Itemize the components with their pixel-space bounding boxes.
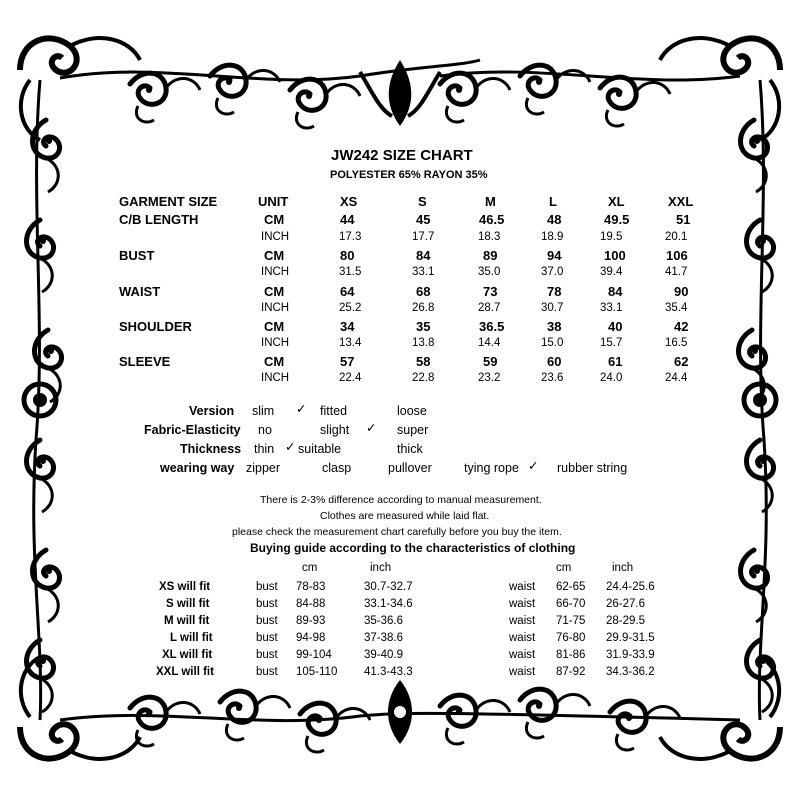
value-cm: 62 (674, 354, 689, 369)
check-mark-icon: ✓ (296, 402, 307, 416)
guide-bust-cm: 99-104 (296, 649, 332, 661)
unit-cm: CM (264, 248, 285, 263)
value-cm: 38 (547, 319, 562, 334)
check-mark-icon: ✓ (285, 440, 296, 454)
value-cm: 40 (608, 319, 623, 334)
bottom-border-ornament (60, 680, 740, 752)
unit-cm: CM (264, 212, 285, 227)
row-label-shoulder: SHOULDER (119, 319, 192, 334)
value-cm: 48 (547, 212, 562, 227)
guide-fit-label: XXL will fit (156, 666, 214, 678)
value-inch: 33.1 (600, 302, 623, 314)
char-option: rubber string (557, 461, 628, 475)
size-header-xl: XL (608, 194, 625, 209)
value-inch: 25.2 (339, 302, 362, 314)
page-title: JW242 SIZE CHART (331, 147, 473, 164)
unit-inch: INCH (261, 231, 290, 243)
value-cm: 36.5 (479, 319, 505, 334)
value-inch: 20.1 (665, 231, 688, 243)
value-cm: 42 (674, 319, 689, 334)
unit-inch: INCH (261, 337, 290, 349)
value-inch: 23.6 (541, 372, 564, 384)
value-inch: 18.3 (478, 231, 501, 243)
value-inch: 13.8 (412, 337, 435, 349)
value-cm: 44 (340, 212, 355, 227)
value-cm: 35 (416, 319, 431, 334)
value-inch: 35.0 (478, 266, 501, 278)
value-cm: 64 (340, 284, 355, 299)
value-cm: 34 (340, 319, 355, 334)
guide-bust-label: bust (256, 615, 278, 627)
row-label-sleeve: SLEEVE (119, 354, 171, 369)
guide-bust-inch: 41.3-43.3 (364, 666, 413, 678)
guide-bust-inch: 37-38.6 (364, 632, 404, 644)
value-inch: 17.3 (339, 231, 362, 243)
value-cm: 90 (674, 284, 689, 299)
guide-inch-header-waist: inch (612, 562, 634, 574)
char-option: thick (397, 442, 423, 456)
value-inch: 24.0 (600, 372, 623, 384)
value-cm: 57 (340, 354, 355, 369)
char-label-wearing-way: wearing way (160, 461, 235, 475)
unit-inch: INCH (261, 302, 290, 314)
value-inch: 39.4 (600, 266, 623, 278)
guide-waist-label: waist (509, 615, 536, 627)
value-inch: 15.7 (600, 337, 623, 349)
value-cm: 46.5 (479, 212, 505, 227)
guide-bust-label: bust (256, 666, 278, 678)
char-label-thickness: Thickness (180, 442, 242, 456)
guide-waist-cm: 76-80 (556, 632, 586, 644)
char-option: suitable (298, 442, 342, 456)
value-inch: 18.9 (541, 231, 564, 243)
note-laid-flat: Clothes are measured while laid flat. (320, 510, 490, 522)
value-cm: 45 (416, 212, 431, 227)
value-inch: 37.0 (541, 266, 564, 278)
value-cm: 89 (483, 248, 498, 263)
value-inch: 41.7 (665, 266, 688, 278)
value-cm: 61 (608, 354, 623, 369)
unit-header: UNIT (258, 194, 289, 209)
value-inch: 33.1 (412, 266, 435, 278)
size-header-m: M (485, 194, 496, 209)
guide-fit-label: XL will fit (162, 649, 213, 661)
guide-fit-label: XS will fit (159, 581, 211, 593)
value-cm: 49.5 (604, 212, 630, 227)
check-mark-icon: ✓ (528, 459, 539, 473)
guide-waist-inch: 34.3-36.2 (606, 666, 655, 678)
value-cm: 73 (483, 284, 498, 299)
value-inch: 13.4 (339, 337, 362, 349)
guide-bust-inch: 39-40.9 (364, 649, 404, 661)
guide-waist-inch: 28-29.5 (606, 615, 646, 627)
unit-inch: INCH (261, 266, 290, 278)
char-option: pullover (388, 461, 432, 475)
guide-inch-header-bust: inch (370, 562, 392, 574)
value-cm: 59 (483, 354, 498, 369)
char-option: loose (397, 404, 427, 418)
unit-inch: INCH (261, 372, 290, 384)
value-cm: 80 (340, 248, 355, 263)
guide-bust-label: bust (256, 649, 278, 661)
size-header-s: S (418, 194, 427, 209)
guide-waist-label: waist (509, 666, 536, 678)
guide-waist-cm: 66-70 (556, 598, 586, 610)
note-check-chart: please check the measurement chart carefully before you buy the item. (232, 526, 562, 538)
char-option: tying rope (464, 461, 519, 475)
value-cm: 78 (547, 284, 562, 299)
guide-bust-inch: 33.1-34.6 (364, 598, 413, 610)
guide-bust-inch: 35-36.6 (364, 615, 404, 627)
value-inch: 31.5 (339, 266, 362, 278)
value-cm: 94 (547, 248, 562, 263)
value-cm: 58 (416, 354, 431, 369)
unit-cm: CM (264, 284, 285, 299)
value-cm: 100 (604, 248, 626, 263)
row-label-waist: WAIST (119, 284, 161, 299)
guide-bust-cm: 89-93 (296, 615, 326, 627)
corner-ornament-bottom-left (20, 657, 140, 759)
guide-bust-label: bust (256, 632, 278, 644)
value-inch: 22.8 (412, 372, 435, 384)
guide-waist-inch: 24.4-25.6 (606, 581, 655, 593)
value-inch: 22.4 (339, 372, 362, 384)
unit-cm: CM (264, 319, 285, 334)
guide-waist-inch: 26-27.6 (606, 598, 646, 610)
value-cm: 60 (547, 354, 562, 369)
material-composition: POLYESTER 65% RAYON 35% (330, 169, 488, 181)
value-cm: 51 (676, 212, 691, 227)
value-inch: 35.4 (665, 302, 688, 314)
garment-size-header: GARMENT SIZE (119, 194, 218, 209)
guide-waist-cm: 87-92 (556, 666, 586, 678)
unit-cm: CM (264, 354, 285, 369)
char-label-fabric-elasticity: Fabric-Elasticity (144, 423, 241, 437)
size-header-l: L (549, 194, 557, 209)
value-inch: 14.4 (478, 337, 501, 349)
char-option: clasp (322, 461, 352, 475)
guide-fit-label: L will fit (170, 632, 213, 644)
guide-cm-header-waist: cm (556, 562, 572, 574)
size-header-xs: XS (340, 194, 358, 209)
guide-fit-label: S will fit (166, 598, 210, 610)
guide-waist-label: waist (509, 581, 536, 593)
row-label-bust: BUST (119, 248, 155, 263)
value-inch: 24.4 (665, 372, 688, 384)
value-cm: 68 (416, 284, 431, 299)
char-option: no (258, 423, 272, 437)
char-option: super (397, 423, 429, 437)
left-border-ornament (24, 80, 62, 720)
guide-waist-label: waist (509, 598, 536, 610)
value-cm: 106 (666, 248, 688, 263)
value-cm: 84 (608, 284, 623, 299)
guide-cm-header-bust: cm (302, 562, 318, 574)
guide-bust-cm: 78-83 (296, 581, 326, 593)
value-inch: 19.5 (600, 231, 623, 243)
top-border-ornament (60, 60, 740, 128)
guide-waist-cm: 62-65 (556, 581, 586, 593)
guide-waist-cm: 71-75 (556, 615, 586, 627)
corner-ornament-bottom-right (660, 657, 780, 759)
guide-bust-cm: 105-110 (296, 666, 338, 678)
right-border-ornament (739, 80, 777, 720)
char-option: fitted (320, 404, 348, 418)
guide-bust-label: bust (256, 581, 278, 593)
char-option: slim (252, 404, 275, 418)
guide-waist-inch: 31.9-33.9 (606, 649, 655, 661)
value-inch: 16.5 (665, 337, 688, 349)
note-measurement-difference: There is 2-3% difference according to manual measurement. (260, 494, 542, 506)
value-inch: 28.7 (478, 302, 501, 314)
char-option: zipper (246, 461, 281, 475)
guide-bust-inch: 30.7-32.7 (364, 581, 413, 593)
guide-waist-label: waist (509, 649, 536, 661)
char-label-version: Version (189, 404, 235, 418)
size-header-xxl: XXL (668, 194, 694, 209)
guide-waist-cm: 81-86 (556, 649, 586, 661)
buying-guide-title: Buying guide according to the characteristics of clothing (250, 541, 576, 555)
char-option: slight (320, 423, 350, 437)
guide-bust-label: bust (256, 598, 278, 610)
value-cm: 84 (416, 248, 431, 263)
guide-fit-label: M will fit (164, 615, 210, 627)
guide-bust-cm: 94-98 (296, 632, 326, 644)
value-inch: 15.0 (541, 337, 564, 349)
row-label-cb-length: C/B LENGTH (119, 212, 199, 227)
value-inch: 26.8 (412, 302, 435, 314)
value-inch: 23.2 (478, 372, 501, 384)
guide-bust-cm: 84-88 (296, 598, 326, 610)
char-option: thin (254, 442, 275, 456)
guide-waist-inch: 29.9-31.5 (606, 632, 655, 644)
value-inch: 17.7 (412, 231, 435, 243)
value-inch: 30.7 (541, 302, 564, 314)
guide-waist-label: waist (509, 632, 536, 644)
check-mark-icon: ✓ (366, 421, 377, 435)
